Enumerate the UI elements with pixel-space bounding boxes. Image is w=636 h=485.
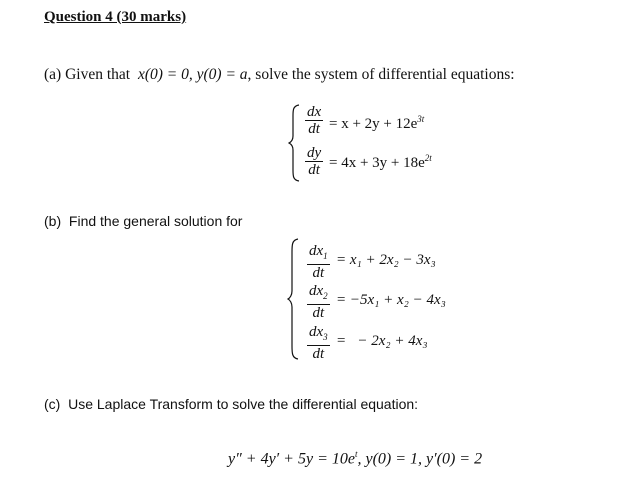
part-b-eq2-numerator: dx (309, 283, 324, 299)
part-a-eq1-numerator: dx (307, 104, 322, 120)
part-b-eq3-subscript: 3 (323, 332, 328, 342)
part-a-eq1-rhs-text: = x + 2y + 12e (329, 116, 418, 132)
part-a-eq2-numerator: dy (307, 145, 322, 161)
part-b-text: Find the general solution for (68, 213, 243, 229)
part-a-eq2-rhs (329, 153, 432, 172)
part-b-eq2-denominator: dt (312, 305, 325, 321)
part-b-eq1-numerator: dx (309, 243, 324, 259)
part-b-eq1-denominator: dt (312, 265, 325, 281)
part-c-prompt (44, 396, 418, 412)
part-a-eq2-exponent: 2t (424, 153, 432, 163)
question-title: Question 4 (30 marks) (44, 9, 187, 25)
part-c-text: Use Laplace Transform to solve the differential equation: (68, 396, 419, 412)
part-c-equation-conditions: , y(0) = 1, y′(0) = 2 (357, 450, 483, 468)
part-a-text-before: Given that (65, 66, 131, 83)
part-b-label: (b) (44, 213, 62, 229)
part-c-equation (228, 449, 482, 468)
part-a-eq2-rhs-text: = 4x + 3y + 18e (329, 155, 425, 171)
part-b-eq2-subscript: 2 (323, 291, 328, 301)
part-b-eq3-rhs: = − 2x₂ + 4x₃ (336, 333, 428, 349)
part-b-eq2-fraction (307, 283, 330, 321)
part-b-eq2-rhs: = −5x₁ + x₂ − 4x₃ (336, 292, 446, 308)
part-c-label: (c) (44, 396, 61, 412)
part-a-text-after: , solve the system of differential equations: (247, 66, 515, 83)
part-b-eq1-rhs: = x₁ + 2x₂ − 3x₃ (336, 252, 436, 268)
part-b-eq3-numerator: dx (309, 324, 324, 340)
part-a-prompt (44, 66, 515, 84)
part-c-equation-main: y″ + 4y′ + 5y = 10e (228, 450, 355, 468)
part-b-eq1-subscript: 1 (323, 251, 328, 261)
part-a-eq1-denominator: dt (308, 121, 320, 137)
part-a-eq2-denominator: dt (308, 162, 320, 178)
part-a-condition: x(0) = 0, y(0) = a (137, 66, 248, 83)
part-a-label: (a) (44, 66, 62, 83)
part-a-eq1-exponent: 3t (417, 114, 425, 124)
part-c-equation-exponent: t (354, 449, 358, 459)
left-brace-icon (287, 238, 301, 360)
part-a-eq1-rhs (329, 114, 424, 133)
part-b-eq1-fraction (307, 243, 330, 281)
part-a-eq1-fraction (305, 104, 323, 137)
part-b-eq3-denominator: dt (312, 346, 325, 362)
part-a-eq2-fraction (305, 145, 323, 178)
left-brace-icon (288, 104, 302, 182)
part-b-eq3-fraction (307, 324, 330, 362)
part-b-prompt (44, 213, 242, 229)
